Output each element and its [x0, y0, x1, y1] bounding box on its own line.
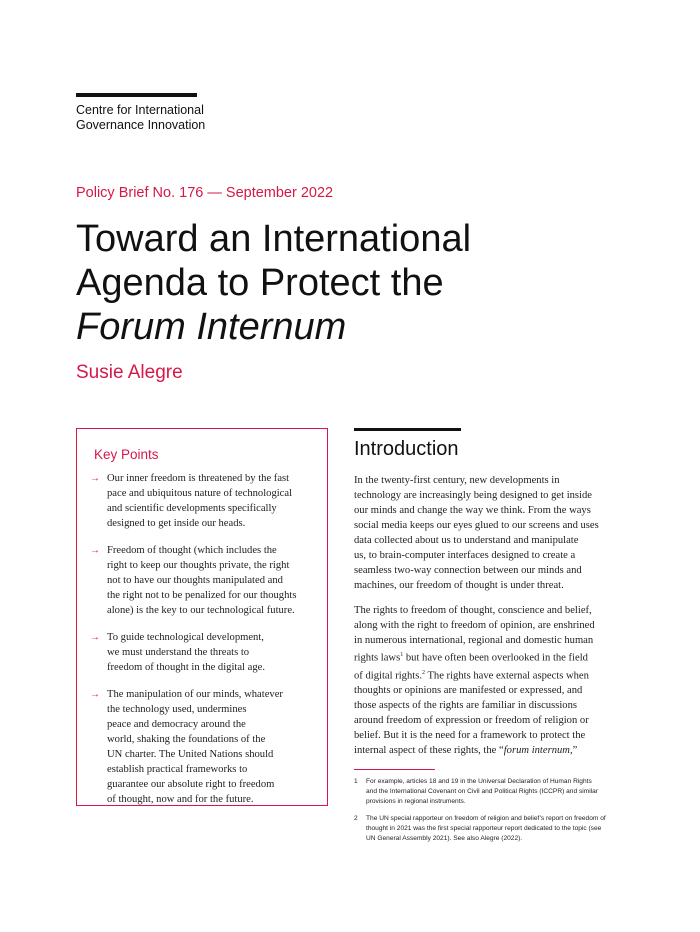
key-point-line: establish practical frameworks to [107, 764, 248, 775]
footnote-line: provisions in regional instruments. [366, 797, 466, 805]
key-point-line: Our inner freedom is threatened by the fast [107, 473, 290, 484]
text-line: technology are increasingly being designed to get inside [354, 490, 592, 501]
key-point-line: world, shaking the foundations of the [107, 734, 266, 745]
key-point-item [90, 687, 318, 807]
brief-meta: Policy Brief No. 176 — September 2022 [76, 185, 334, 201]
text-span: ,” [569, 745, 578, 757]
text-line: seamless two-way connection between our minds and [354, 565, 582, 576]
arrow-right-icon: → [90, 689, 100, 700]
text-line: along with the right to freedom of opinion, are enshrined [354, 620, 595, 631]
key-point-line: the right not to be penalized for our thoughts [107, 590, 297, 601]
key-point-line: UN charter. The United Nations should [107, 749, 274, 760]
text-span: rights laws [354, 652, 401, 664]
key-point-line: of thought, now and for the future. [107, 794, 254, 805]
title-line-2: Agenda to Protect the [76, 262, 444, 304]
org-line-1: Centre for International [76, 103, 204, 117]
text-line: The rights to freedom of thought, conscience and belief, [354, 605, 592, 616]
intro-paragraph-2 [354, 603, 626, 758]
key-points-box [76, 428, 328, 806]
footnote-1 [354, 777, 624, 806]
intro-rule [354, 428, 461, 431]
key-points-title: Key Points [94, 447, 159, 462]
key-point-line: the technology used, undermines [107, 704, 247, 715]
arrow-right-icon: → [90, 545, 100, 556]
author: Susie Alegre [76, 362, 183, 383]
key-point-line: Freedom of thought (which includes the [107, 545, 277, 556]
key-point-line: freedom of thought in the digital age. [107, 662, 265, 673]
footnote-ref-1[interactable]: 1 [400, 652, 404, 658]
footnote-2 [354, 814, 624, 843]
key-point-item [90, 543, 318, 618]
text-line: In the twenty-first century, new developments in [354, 475, 560, 486]
text-line: around freedom of expression or freedom of religion or [354, 715, 589, 727]
intro-paragraph-1 [354, 473, 626, 593]
key-points-list [90, 471, 318, 819]
footnote-ref-2[interactable]: 2 [421, 669, 425, 676]
key-point-line: we must understand the threats to [107, 647, 250, 658]
org-name [76, 103, 205, 133]
key-point-item [90, 471, 318, 531]
text-line: machines, our freedom of thought is under threat. [354, 580, 564, 591]
footnote-line: The UN special rapporteur on freedom of religion and belief’s report on freedom of [366, 815, 606, 823]
footnote-line: UN General Assembly 2021). See also Alegre (2022). [366, 834, 523, 842]
title-line-1: Toward an International [76, 218, 472, 260]
key-point-item [90, 630, 318, 675]
org-line-2: Governance Innovation [76, 118, 206, 132]
key-point-line: alone) is the key to our technological future. [107, 605, 295, 616]
text-line: belief. But it is the need for a framework to protect the [354, 730, 586, 742]
text-line: thoughts or opinions are manifested or expressed, and [354, 685, 583, 697]
text-span: but have often been overlooked in the field [403, 652, 588, 664]
footnote-line: For example, articles 18 and 19 in the Universal Declaration of Human Rights [366, 778, 592, 785]
text-line: social media keeps our eyes glued to our screens and uses [354, 520, 599, 531]
text-line [354, 743, 626, 758]
top-rule [76, 93, 197, 97]
footnote-number: 1 [354, 778, 358, 785]
key-point-line: and scientific developments specifically [107, 503, 277, 514]
text-line: data collected about us to understand and manipulate [354, 535, 579, 546]
key-point-line: The manipulation of our minds, whatever [107, 689, 283, 700]
key-point-line: pace and ubiquitous nature of technological [107, 488, 293, 499]
text-line: us, to brain-computer interfaces designed to create a [354, 550, 576, 561]
title-line-3: Forum Internum [76, 306, 347, 348]
text-span: of digital rights. [354, 670, 422, 682]
text-span: internal aspect of these rights, the “ [354, 745, 504, 757]
arrow-right-icon: → [90, 473, 100, 484]
arrow-right-icon: → [90, 632, 100, 643]
footnote-line: thought in 2021 was the first special rapporteur report dedicated to the topic (see [366, 825, 602, 833]
key-point-line: designed to get inside our heads. [107, 518, 246, 529]
footnote-line: and the International Covenant on Civil and Political Rights (ICCPR) and similar [366, 787, 598, 795]
intro-body [354, 473, 626, 768]
text-line [354, 666, 626, 684]
key-point-line: not to have our thoughts manipulated and [107, 575, 283, 586]
text-span: The rights have external aspects when [424, 670, 589, 682]
text-line: our minds and change the way we think. From the ways [354, 505, 591, 516]
footnote-number: 2 [354, 815, 358, 823]
footnote-rule [354, 769, 435, 770]
text-line: in numerous international, regional and domestic human [354, 635, 594, 646]
footnotes [354, 777, 624, 852]
key-point-line: right to keep our thoughts private, the right [107, 560, 290, 571]
text-line: those aspects of the rights are familiar in discussions [354, 700, 578, 712]
italic-term: forum internum [503, 745, 570, 757]
key-point-line: To guide technological development, [107, 632, 264, 643]
page-title [76, 217, 471, 349]
text-line [354, 648, 626, 666]
key-point-line: peace and democracy around the [107, 719, 246, 730]
section-heading: Introduction [354, 438, 459, 460]
key-point-line: guarantee our absolute right to freedom [107, 779, 275, 790]
